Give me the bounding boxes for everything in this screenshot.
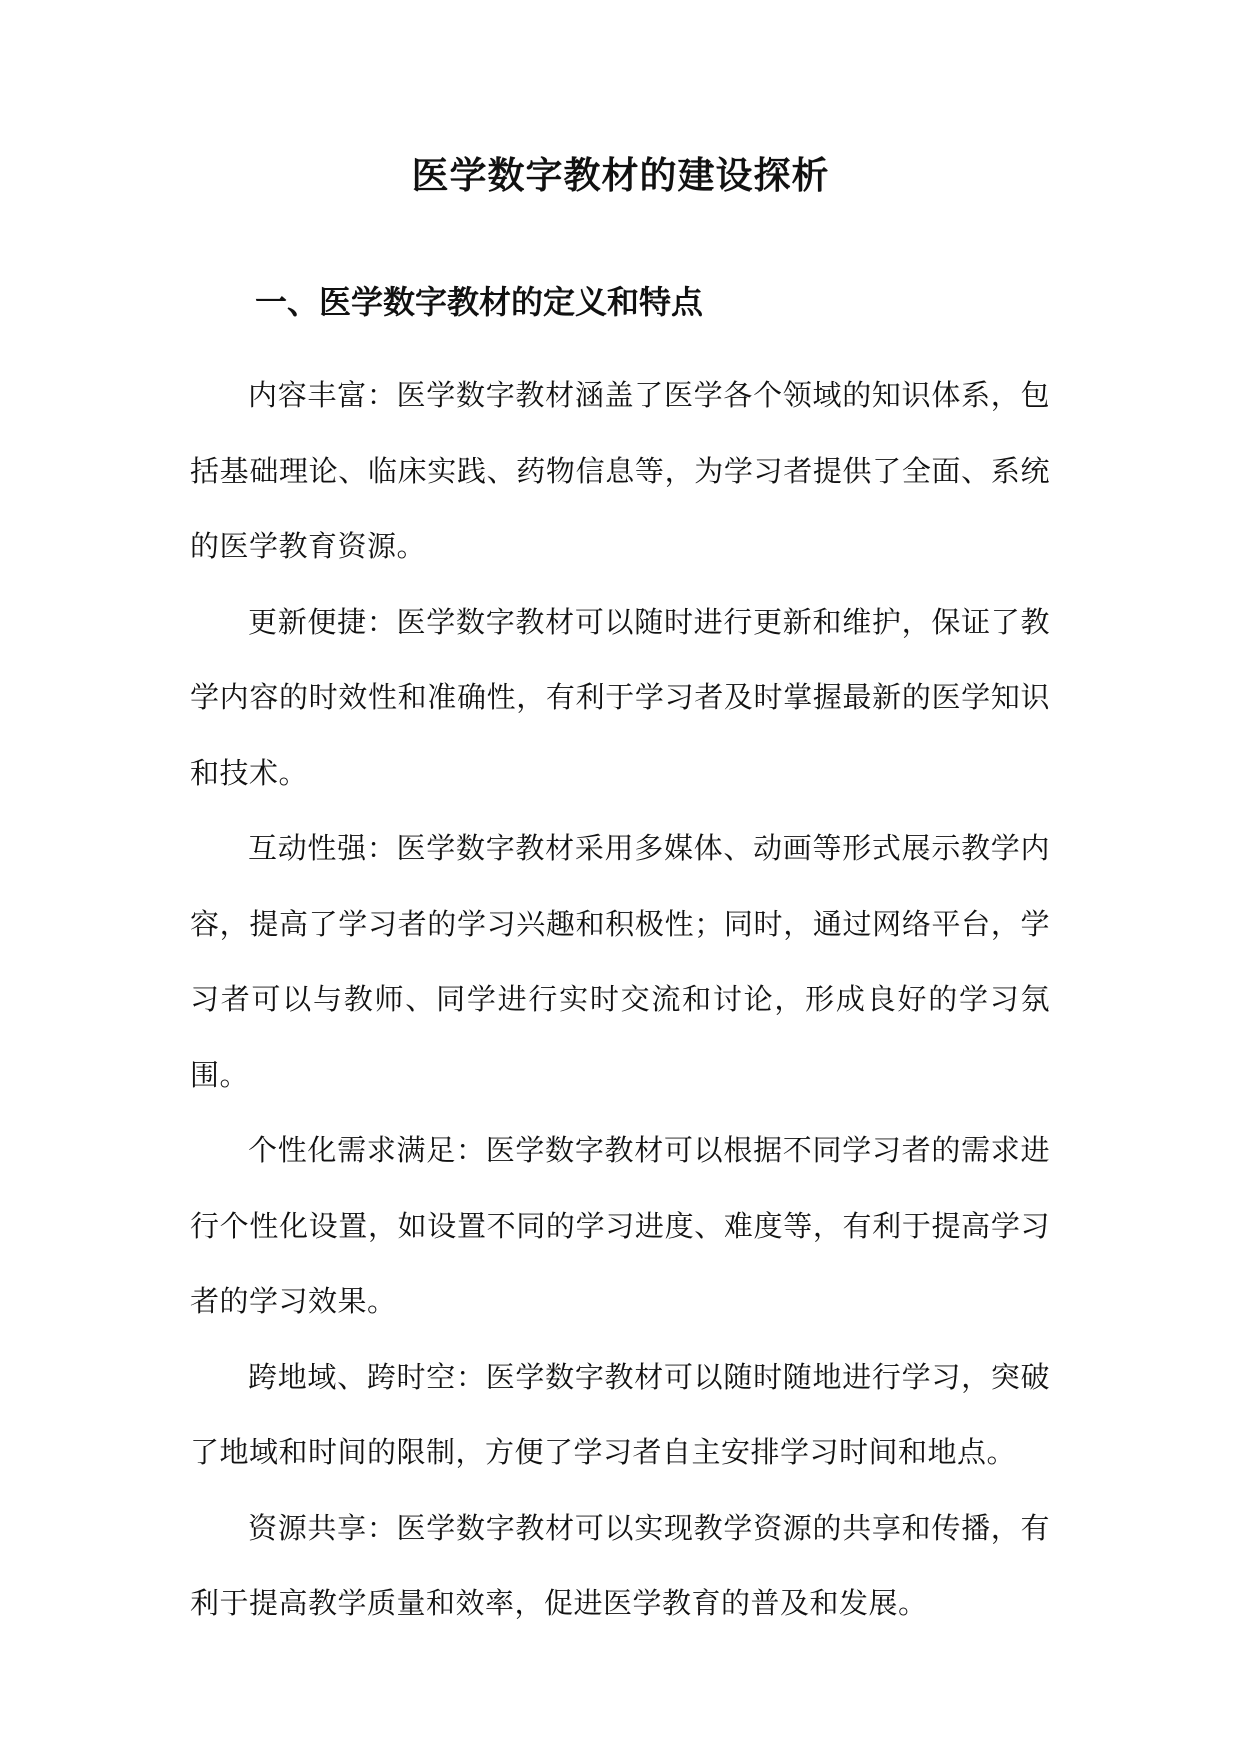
paragraph-resource-sharing: 资源共享：医学数字教材可以实现教学资源的共享和传播，有利于提高教学质量和效率，促进医学教育的普及和发展。 [190, 1510, 1050, 1620]
document-title: 医学数字教材的建设探析 [411, 153, 830, 197]
paragraph-easy-update: 更新便捷：医学数字教材可以随时进行更新和维护，保证了教学内容的时效性和准确性，有利于学习者及时掌握最新的医学知识和技术。 [190, 604, 1050, 790]
paragraph-interactivity: 互动性强：医学数字教材采用多媒体、动画等形式展示教学内容，提高了学习者的学习兴趣和积极性；同时，通过网络平台，学习者可以与教师、同学进行实时交流和讨论，形成良好的学习氛围。 [190, 831, 1050, 1092]
paragraph-cross-region-time: 跨地域、跨时空：医学数字教材可以随时随地进行学习，突破了地域和时间的限制，方便了学习者自主安排学习时间和地点。 [190, 1359, 1050, 1469]
paragraph-personalization: 个性化需求满足：医学数字教材可以根据不同学习者的需求进行个性化设置，如设置不同的学习进度、难度等，有利于提高学习者的学习效果。 [190, 1133, 1050, 1318]
document-body [190, 358, 1050, 1642]
section-heading: 一、医学数字教材的定义和特点 [255, 283, 704, 321]
paragraph-content-rich: 内容丰富：医学数字教材涵盖了医学各个领域的知识体系，包括基础理论、临床实践、药物信息等，为学习者提供了全面、系统的医学教育资源。 [190, 378, 1050, 563]
